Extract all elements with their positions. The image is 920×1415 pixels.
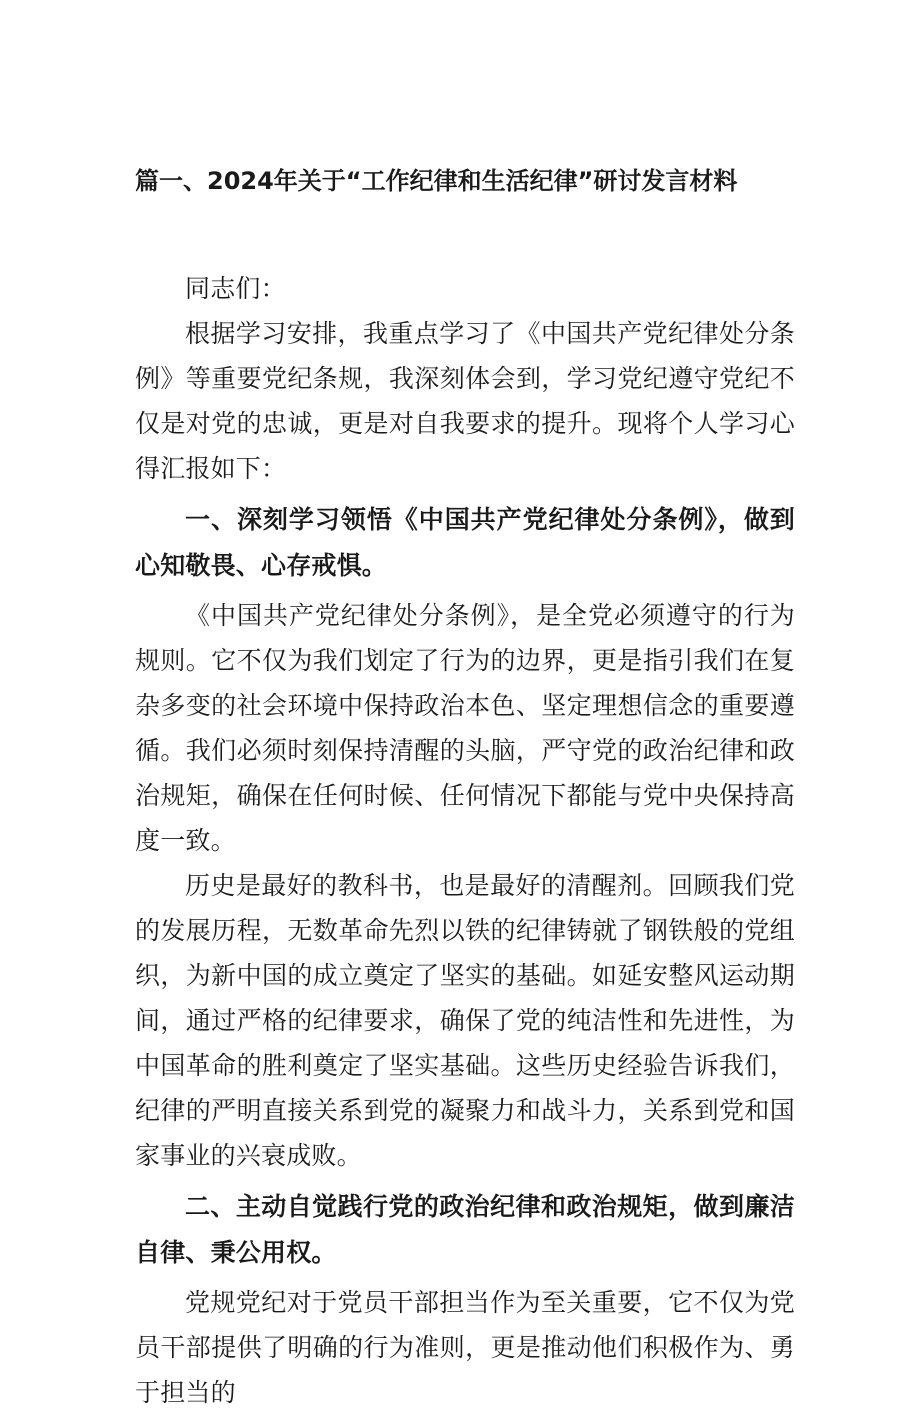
body-paragraph-1: 《中国共产党纪律处分条例》，是全党必须遵守的行为规则。它不仅为我们划定了行为的边界，更是指引我们在复杂多变的社会环境中保持政治本色、坚定理想信念的重要遵循。我们必须时刻保持清醒的头脑，严守党的政治纪律和政治规矩，确保在任何时候、任何情况下都能与党中央保持高度一致。 bbox=[135, 601, 795, 855]
document-body bbox=[135, 266, 795, 1415]
section-heading-2: 二、主动自觉践行党的政治纪律和政治规矩，做到廉洁自律、秉公用权。 bbox=[135, 1192, 795, 1267]
section-heading-1: 一、深刻学习领悟《中国共产党纪律处分条例》，做到心知敬畏、心存戒惧。 bbox=[135, 505, 795, 580]
greeting-paragraph: 同志们： bbox=[185, 274, 286, 303]
body-paragraph-3: 党规党纪对于党员干部担当作为至关重要，它不仅为党员干部提供了明确的行为准则，更是推动他们积极作为、勇于担当的 bbox=[135, 1288, 795, 1407]
body-paragraph-2: 历史是最好的教科书，也是最好的清醒剂。回顾我们党的发展历程，无数革命先烈以铁的纪律铸就了钢铁般的党组织，为新中国的成立奠定了坚实的基础。如延安整风运动期间，通过严格的纪律要求，确保了党的纯洁性和先进性，为中国革命的胜利奠定了坚实基础。这些历史经验告诉我们，纪律的严明直接关系到党的凝聚力和战斗力，关系到党和国家事业的兴衰成败。 bbox=[135, 871, 795, 1170]
intro-paragraph: 根据学习安排，我重点学习了《中国共产党纪律处分条例》等重要党纪条规，我深刻体会到，学习党纪遵守党纪不仅是对党的忠诚，更是对自我要求的提升。现将个人学习心得汇报如下： bbox=[135, 319, 795, 483]
document-title: 篇一、2024年关于“工作纪律和生活纪律”研讨发言材料 bbox=[135, 167, 738, 195]
